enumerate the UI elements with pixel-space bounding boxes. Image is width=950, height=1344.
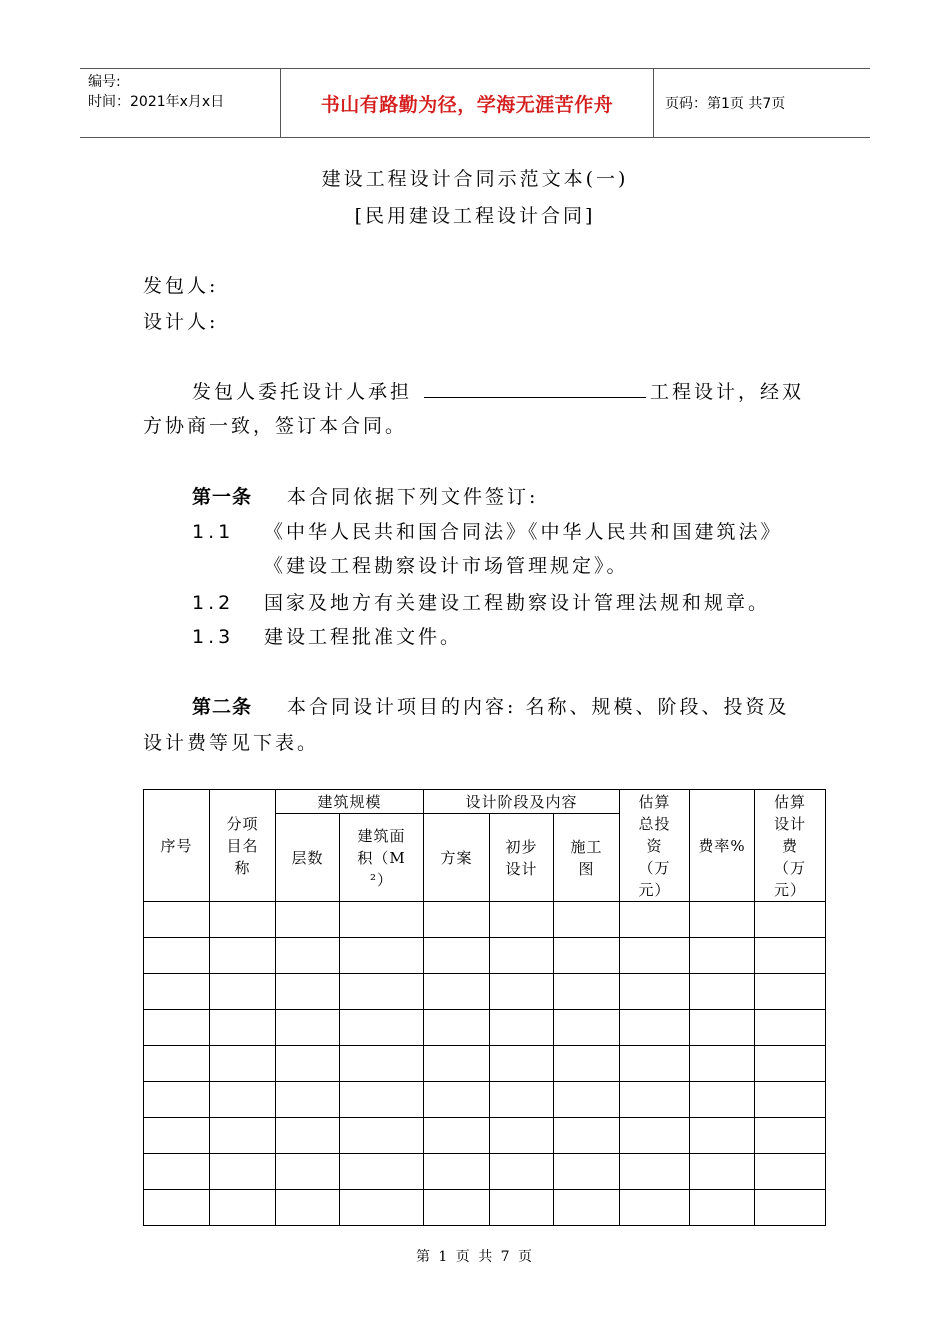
article2-text: 本合同设计项目的内容: 名称、规模、阶段、投资及 <box>287 696 790 718</box>
party-b-label: 设计人: <box>143 311 219 333</box>
table-row <box>144 1118 826 1154</box>
document-subtitle: [民用建设工程设计合同] <box>354 205 596 227</box>
intro-line2: 方协商一致，签订本合同。 <box>143 415 408 437</box>
article1-text: 本合同依据下列文件签订: <box>287 486 539 508</box>
header-item-name: 分项目名称 <box>210 790 276 902</box>
party-a-label: 发包人: <box>143 275 219 297</box>
header-prelim: 初步设计 <box>490 814 554 902</box>
item-number: 1.3 <box>192 626 235 648</box>
header-rate: 费率% <box>690 790 755 902</box>
article1-item-2 <box>192 588 770 615</box>
article1-item-3 <box>192 622 462 649</box>
motto-text: 书山有路勤为径，学海无涯苦作舟 <box>320 93 614 116</box>
article1-heading <box>192 482 538 509</box>
header-est-fee: 估算设计费（万元） <box>755 790 826 902</box>
time-label: 时间：2021年x月x日 <box>88 94 225 110</box>
table-row <box>144 938 826 974</box>
header-area: 建筑面积（M²） <box>340 814 424 902</box>
item-text: 建设工程批准文件。 <box>264 626 463 648</box>
project-name-blank[interactable] <box>424 379 646 398</box>
header-page-info <box>653 69 870 137</box>
header-motto <box>280 69 654 137</box>
table-row <box>144 1082 826 1118</box>
item-number: 1.1 <box>192 521 235 543</box>
intro-part2: 工程设计，经双 <box>650 381 805 403</box>
table-row <box>144 902 826 938</box>
page-footer: 第 1 页 共 7 页 <box>415 1249 535 1265</box>
header-stage: 设计阶段及内容 <box>424 790 620 814</box>
design-items-table <box>143 789 826 1226</box>
article1-item-1 <box>192 517 783 544</box>
item-text: 国家及地方有关建设工程勘察设计管理法规和规章。 <box>264 592 771 614</box>
header-meta <box>80 69 280 137</box>
article2-label: 第二条 <box>192 696 253 718</box>
page-info-text: 页码：第1页 共7页 <box>665 96 786 112</box>
intro-paragraph <box>192 377 804 404</box>
header-construction: 施工图 <box>554 814 620 902</box>
header-scheme: 方案 <box>424 814 490 902</box>
table-row <box>144 1046 826 1082</box>
serial-label: 编号: <box>88 74 121 90</box>
intro-part1: 发包人委托设计人承担 <box>192 381 413 403</box>
header-seq: 序号 <box>144 790 210 902</box>
table-row <box>144 1010 826 1046</box>
header-scale: 建筑规模 <box>276 790 424 814</box>
table-row <box>144 1154 826 1190</box>
page-header <box>80 68 870 138</box>
table-row <box>144 974 826 1010</box>
article1-item-1-cont: 《建设工程勘察设计市场管理规定》。 <box>264 555 629 577</box>
item-number: 1.2 <box>192 592 235 614</box>
document-title: 建设工程设计合同示范文本(一) <box>321 168 629 190</box>
table-row <box>144 1190 826 1226</box>
header-est-invest: 估算总投资（万元） <box>620 790 690 902</box>
article2-cont: 设计费等见下表。 <box>143 732 320 754</box>
header-floors: 层数 <box>276 814 340 902</box>
item-text: 《中华人民共和国合同法》《中华人民共和国建筑法》 <box>264 521 783 543</box>
article1-label: 第一条 <box>192 486 253 508</box>
article2-heading <box>192 692 789 719</box>
